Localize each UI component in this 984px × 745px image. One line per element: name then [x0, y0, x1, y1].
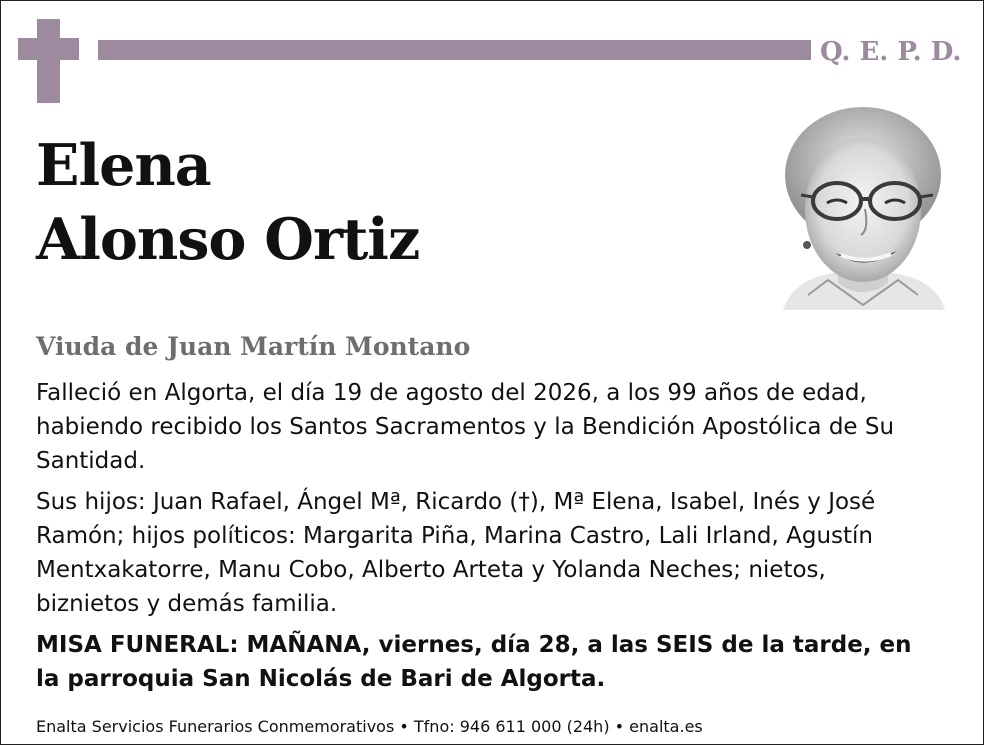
header-rule	[98, 40, 811, 60]
funeral-mass-notice: MISA FUNERAL: MAÑANA, viernes, día 28, a las SEIS de la tarde, en la parroquia San Nicolás de Bari de Algorta.	[36, 632, 912, 692]
family-paragraph: Sus hijos: Juan Rafael, Ángel Mª, Ricardo (†), Mª Elena, Isabel, Inés y José Ramón; hijos políticos: Margarita Piña, Marina Castro, Lali Irland, Agustín Mentxakatorre, Manu Cobo, Alberto Arteta y Yolanda Neches; nietos, biznietos y demás familia.	[36, 489, 876, 617]
footer-contact: Enalta Servicios Funerarios Conmemorativos • Tfno: 946 611 000 (24h) • enalta.es	[36, 717, 703, 736]
cross-vertical-bar	[37, 19, 60, 103]
surnames: Alonso Ortiz	[36, 206, 420, 273]
first-name: Elena	[36, 132, 211, 199]
qepd-label: Q. E. P. D.	[820, 37, 962, 67]
widow-of: Viuda de Juan Martín Montano	[36, 332, 471, 361]
death-notice-paragraph: Falleció en Algorta, el día 19 de agosto del 2026, a los 99 años de edad, habiendo recibido los Santos Sacramentos y la Bendición Apostólica de Su Santidad.	[36, 380, 895, 474]
portrait-photo	[773, 105, 951, 310]
cross-horizontal-bar	[18, 38, 79, 60]
deceased-name	[36, 129, 419, 277]
